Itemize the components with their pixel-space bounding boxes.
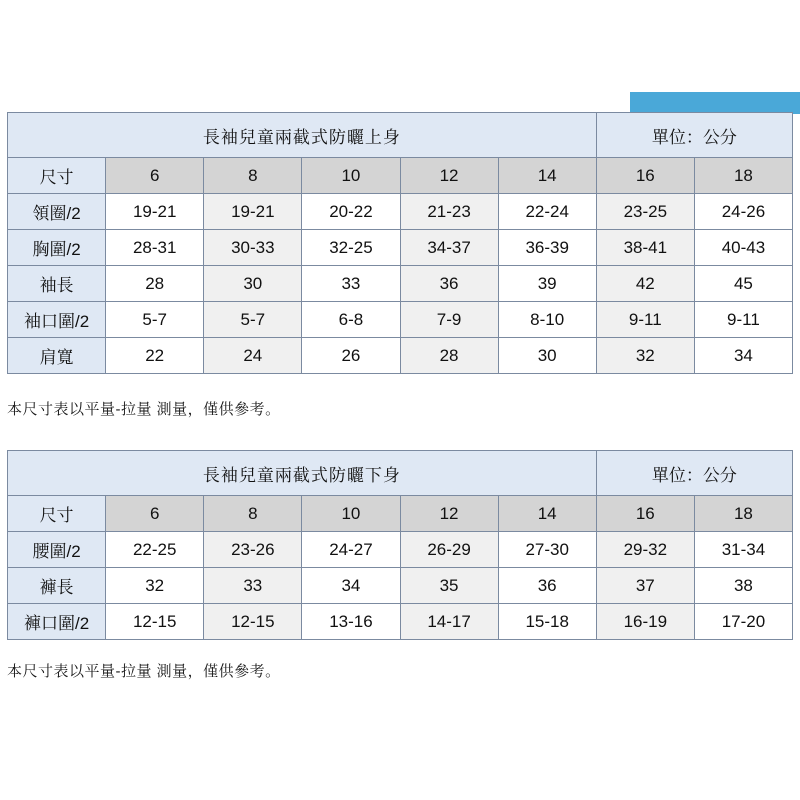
header-size-18: 18 bbox=[694, 158, 792, 194]
header-size-12: 12 bbox=[400, 158, 498, 194]
cell-shoulder-18: 34 bbox=[694, 338, 792, 374]
cell-neck-16: 23-25 bbox=[596, 194, 694, 230]
header-size-12: 12 bbox=[400, 496, 498, 532]
cell-sleeve-length-18: 45 bbox=[694, 266, 792, 302]
cell-cuff-10: 6-8 bbox=[302, 302, 400, 338]
cell-shoulder-8: 24 bbox=[204, 338, 302, 374]
cell-cuff-6: 5-7 bbox=[106, 302, 204, 338]
cell-chest-10: 32-25 bbox=[302, 230, 400, 266]
row-label-neck: 領圈/2 bbox=[8, 194, 106, 230]
lower-table-note: 本尺寸表以平量-拉量 測量，僅供參考。 bbox=[7, 663, 281, 680]
header-label: 尺寸 bbox=[8, 496, 106, 532]
cell-chest-16: 38-41 bbox=[596, 230, 694, 266]
row-label-shoulder: 肩寬 bbox=[8, 338, 106, 374]
header-size-10: 10 bbox=[302, 496, 400, 532]
header-size-8: 8 bbox=[204, 496, 302, 532]
table-title-row bbox=[8, 451, 793, 496]
cell-neck-8: 19-21 bbox=[204, 194, 302, 230]
table-header-row bbox=[8, 158, 793, 194]
cell-sleeve-length-12: 36 bbox=[400, 266, 498, 302]
cell-pants-opening-8: 12-15 bbox=[204, 604, 302, 640]
header-size-16: 16 bbox=[596, 158, 694, 194]
cell-waist-14: 27-30 bbox=[498, 532, 596, 568]
header-size-18: 18 bbox=[694, 496, 792, 532]
cell-pants-opening-12: 14-17 bbox=[400, 604, 498, 640]
cell-cuff-8: 5-7 bbox=[204, 302, 302, 338]
cell-pants-length-8: 33 bbox=[204, 568, 302, 604]
row-label-cuff: 袖口圍/2 bbox=[8, 302, 106, 338]
header-size-6: 6 bbox=[106, 496, 204, 532]
table-unit: 單位：公分 bbox=[596, 451, 792, 496]
cell-pants-length-10: 34 bbox=[302, 568, 400, 604]
table-row bbox=[8, 266, 793, 302]
row-label-waist: 腰圍/2 bbox=[8, 532, 106, 568]
cell-waist-8: 23-26 bbox=[204, 532, 302, 568]
cell-cuff-16: 9-11 bbox=[596, 302, 694, 338]
cell-chest-8: 30-33 bbox=[204, 230, 302, 266]
table-row bbox=[8, 604, 793, 640]
table-title-row bbox=[8, 113, 793, 158]
cell-cuff-18: 9-11 bbox=[694, 302, 792, 338]
table-title: 長袖兒童兩截式防曬上身 bbox=[8, 113, 597, 158]
cell-pants-length-12: 35 bbox=[400, 568, 498, 604]
cell-shoulder-10: 26 bbox=[302, 338, 400, 374]
table-row bbox=[8, 568, 793, 604]
cell-sleeve-length-16: 42 bbox=[596, 266, 694, 302]
table-row bbox=[8, 532, 793, 568]
cell-shoulder-14: 30 bbox=[498, 338, 596, 374]
cell-sleeve-length-14: 39 bbox=[498, 266, 596, 302]
cell-neck-10: 20-22 bbox=[302, 194, 400, 230]
cell-waist-16: 29-32 bbox=[596, 532, 694, 568]
cell-sleeve-length-10: 33 bbox=[302, 266, 400, 302]
cell-waist-10: 24-27 bbox=[302, 532, 400, 568]
cell-pants-length-6: 32 bbox=[106, 568, 204, 604]
cell-waist-18: 31-34 bbox=[694, 532, 792, 568]
table-title: 長袖兒童兩截式防曬下身 bbox=[8, 451, 597, 496]
cell-pants-opening-6: 12-15 bbox=[106, 604, 204, 640]
row-label-sleeve-length: 袖長 bbox=[8, 266, 106, 302]
header-size-16: 16 bbox=[596, 496, 694, 532]
table-row bbox=[8, 194, 793, 230]
table-unit: 單位：公分 bbox=[596, 113, 792, 158]
table-header-row bbox=[8, 496, 793, 532]
cell-waist-6: 22-25 bbox=[106, 532, 204, 568]
cell-chest-18: 40-43 bbox=[694, 230, 792, 266]
cell-pants-opening-10: 13-16 bbox=[302, 604, 400, 640]
cell-sleeve-length-8: 30 bbox=[204, 266, 302, 302]
cell-cuff-14: 8-10 bbox=[498, 302, 596, 338]
row-label-chest: 胸圍/2 bbox=[8, 230, 106, 266]
cell-pants-opening-14: 15-18 bbox=[498, 604, 596, 640]
header-size-8: 8 bbox=[204, 158, 302, 194]
cell-pants-opening-18: 17-20 bbox=[694, 604, 792, 640]
cell-neck-18: 24-26 bbox=[694, 194, 792, 230]
row-label-pants-length: 褲長 bbox=[8, 568, 106, 604]
header-size-14: 14 bbox=[498, 496, 596, 532]
table-row bbox=[8, 338, 793, 374]
cell-chest-12: 34-37 bbox=[400, 230, 498, 266]
cell-pants-length-18: 38 bbox=[694, 568, 792, 604]
cell-sleeve-length-6: 28 bbox=[106, 266, 204, 302]
cell-pants-length-16: 37 bbox=[596, 568, 694, 604]
upper-table-note: 本尺寸表以平量-拉量 測量，僅供參考。 bbox=[7, 401, 281, 418]
table-row bbox=[8, 302, 793, 338]
header-size-6: 6 bbox=[106, 158, 204, 194]
cell-chest-14: 36-39 bbox=[498, 230, 596, 266]
cell-pants-length-14: 36 bbox=[498, 568, 596, 604]
cell-shoulder-16: 32 bbox=[596, 338, 694, 374]
cell-neck-12: 21-23 bbox=[400, 194, 498, 230]
header-size-10: 10 bbox=[302, 158, 400, 194]
cell-pants-opening-16: 16-19 bbox=[596, 604, 694, 640]
cell-waist-12: 26-29 bbox=[400, 532, 498, 568]
accent-bar bbox=[630, 92, 800, 114]
header-size-14: 14 bbox=[498, 158, 596, 194]
upper-body-size-table-block bbox=[7, 112, 793, 374]
lower-body-size-table bbox=[7, 450, 793, 640]
table-row bbox=[8, 230, 793, 266]
cell-neck-6: 19-21 bbox=[106, 194, 204, 230]
cell-chest-6: 28-31 bbox=[106, 230, 204, 266]
lower-body-size-table-block bbox=[7, 450, 793, 640]
row-label-pants-opening: 褲口圍/2 bbox=[8, 604, 106, 640]
cell-shoulder-6: 22 bbox=[106, 338, 204, 374]
cell-neck-14: 22-24 bbox=[498, 194, 596, 230]
cell-cuff-12: 7-9 bbox=[400, 302, 498, 338]
header-label: 尺寸 bbox=[8, 158, 106, 194]
upper-body-size-table bbox=[7, 112, 793, 374]
cell-shoulder-12: 28 bbox=[400, 338, 498, 374]
